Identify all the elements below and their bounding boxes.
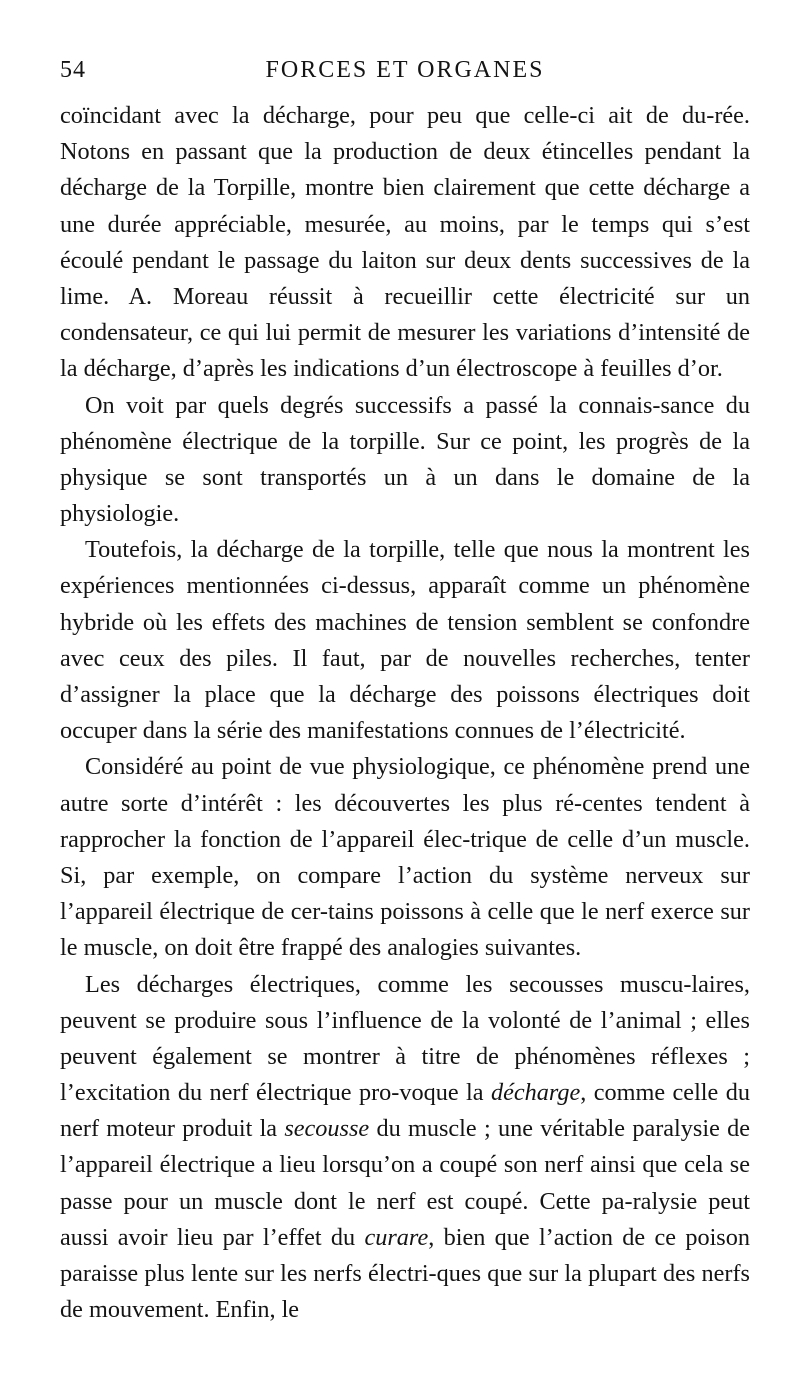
running-title: FORCES ET ORGANES [265,57,545,83]
paragraph-3 [60,532,750,749]
italic-term-decharge: décharge [490,1079,581,1107]
paragraph-3-segment-1: Toutefois, la décharge de la torpille, telle que nous la montrent les expériences mentionnées ci-dessus, apparaît comme un phénomène hybride où les effets des machines de tension semblent se confondre avec ceux des piles. Il faut, par de nouvelles recherches, tenter d’assigner la place que la décharge des poissons électriques doit occuper dans la série des manifestations connues de l’électricité. [60,536,750,745]
paragraph-5-segment-7: , bien que l’action de ce poison paraisse plus lente sur les nerfs électri-ques que sur la plupart des nerfs de mouvement. Enfin, le [60,1223,750,1324]
page-number: 54 [60,57,86,83]
paragraph-1-segment-1: coïncidant avec la décharge, pour peu que celle-ci ait de du-rée. Notons en passant que la production de deux étincelles pendant la décharge de la Torpille, montre bien clairement que cette décharge a une durée appréciable, mesurée, au moins, par le temps qui s’est écoulé pendant le passage du laiton sur deux dents successives de la lime. A. Moreau réussit à recueillir cette électricité sur un condensateur, ce qui lui permit de mesurer les variations d’intensité de la décharge, d’après les indications d’un électroscope à feuilles d’or. [60,102,750,383]
paragraph-5 [60,967,750,1329]
paragraph-2 [60,388,750,533]
italic-term-curare: curare [364,1223,429,1251]
page-header [60,57,750,89]
paragraph-1 [60,98,750,388]
paragraph-2-segment-1: On voit par quels degrés successifs a passé la connais-sance du phénomène électrique de la torpille. Sur ce point, les progrès de la physique se sont transportés un à un dans le domaine de la physiologie. [60,391,750,528]
italic-term-secousse: secousse [284,1115,370,1143]
paragraph-5-segment-3: , comme celle du nerf moteur produit la [60,1079,750,1143]
paragraph-4-segment-1: Considéré au point de vue physiologique, ce phénomène prend une autre sorte d’intérêt : les découvertes les plus ré-centes tendent à rapprocher la fonction de l’appareil élec-trique de celle d’un muscle. Si, par exemple, on compare l’action du système nerveux sur l’appareil électrique de cer-tains poissons à celle que le nerf exerce sur le muscle, on doit être frappé des analogies suivantes. [60,753,750,962]
paragraph-5-segment-1: Les décharges électriques, comme les secousses muscu-laires, peuvent se produire sous l’influence de la volonté de l’animal ; elles peuvent également se montrer à titre de phénomènes réflexes ; l’excitation du nerf électrique pro-voque la [60,970,750,1107]
paragraph-4 [60,749,750,966]
paragraph-5-segment-5: du muscle ; une véritable paralysie de l’appareil électrique a lieu lorsqu’on a coupé son nerf ainsi que cela se passe pour un muscle dont le nerf est coupé. Cette pa-ralysie peut aussi avoir lieu par l’effet du [60,1115,750,1251]
body-text [60,98,750,1328]
book-page [60,0,760,1394]
